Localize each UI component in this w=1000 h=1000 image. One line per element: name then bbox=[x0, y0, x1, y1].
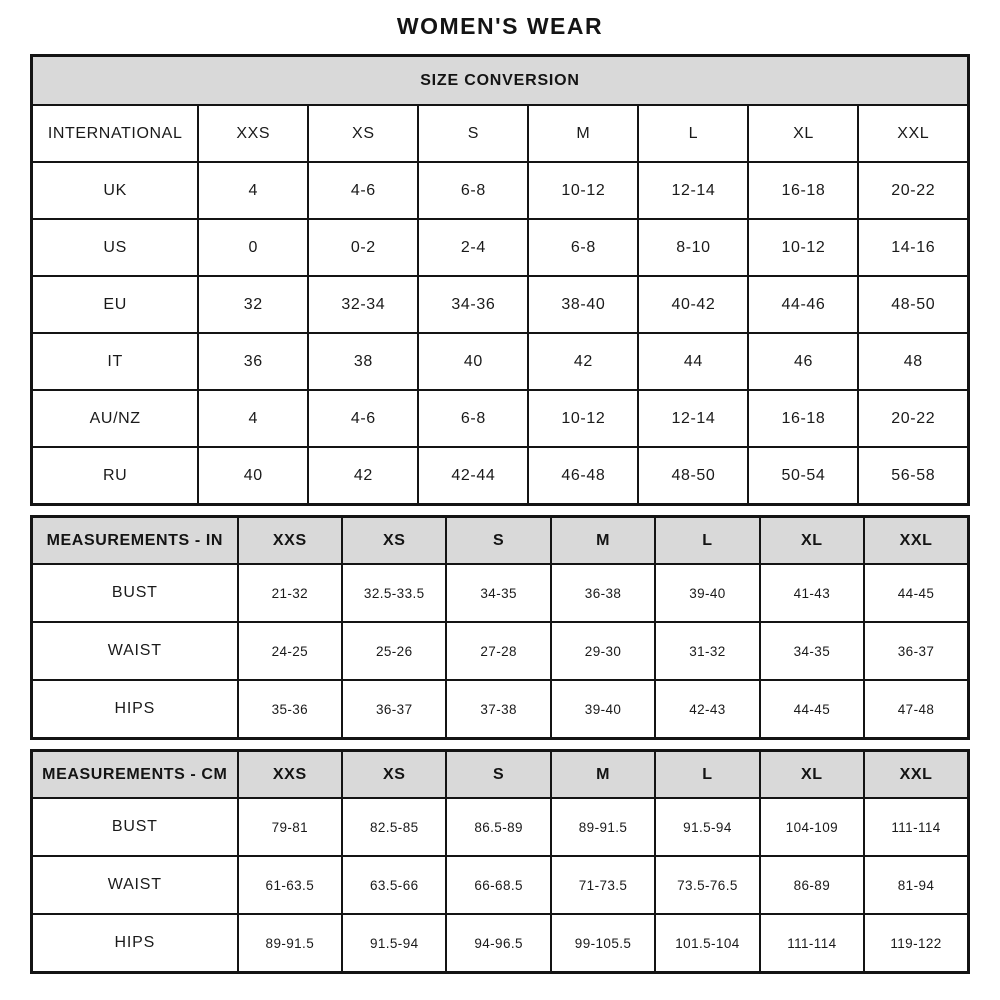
column-header-xl: XL bbox=[760, 751, 864, 799]
column-header-l: L bbox=[655, 517, 759, 565]
column-header-xxl: XXL bbox=[864, 517, 968, 565]
cell: 89-91.5 bbox=[238, 914, 342, 973]
cell: 44-45 bbox=[864, 564, 968, 622]
measurements-in-table bbox=[30, 515, 970, 740]
cell: 47-48 bbox=[864, 680, 968, 739]
cell: 32-34 bbox=[308, 276, 418, 333]
table-row-it bbox=[32, 333, 969, 390]
table-row-waist-in bbox=[32, 622, 969, 680]
cell: 4-6 bbox=[308, 162, 418, 219]
cell: 71-73.5 bbox=[551, 856, 655, 914]
cell: 46-48 bbox=[528, 447, 638, 505]
cell: 48-50 bbox=[638, 447, 748, 505]
column-header-xxs: XXS bbox=[238, 517, 342, 565]
size-conversion-banner-row bbox=[32, 56, 969, 106]
cell: 31-32 bbox=[655, 622, 759, 680]
cell: 16-18 bbox=[748, 390, 858, 447]
measurements-cm-title: MEASUREMENTS - CM bbox=[32, 751, 238, 799]
cell: 48-50 bbox=[858, 276, 968, 333]
cell: 99-105.5 bbox=[551, 914, 655, 973]
page-title: WOMEN'S WEAR bbox=[396, 13, 604, 39]
column-header-m: M bbox=[528, 105, 638, 162]
column-header-l: L bbox=[655, 751, 759, 799]
cell: 10-12 bbox=[748, 219, 858, 276]
column-header-s: S bbox=[446, 517, 550, 565]
cell: 46 bbox=[748, 333, 858, 390]
cell: 56-58 bbox=[858, 447, 968, 505]
table-row-uk bbox=[32, 162, 969, 219]
cell: 20-22 bbox=[858, 162, 968, 219]
cell: 42-44 bbox=[418, 447, 528, 505]
cell: 42-43 bbox=[655, 680, 759, 739]
cell: 50-54 bbox=[748, 447, 858, 505]
cell: 104-109 bbox=[760, 798, 864, 856]
cell: 79-81 bbox=[238, 798, 342, 856]
column-header-xl: XL bbox=[760, 517, 864, 565]
row-label: BUST bbox=[32, 564, 238, 622]
column-header-l: L bbox=[638, 105, 748, 162]
cell: 32 bbox=[198, 276, 308, 333]
cell: 29-30 bbox=[551, 622, 655, 680]
column-header-s: S bbox=[418, 105, 528, 162]
row-label: HIPS bbox=[32, 680, 238, 739]
size-conversion-banner: SIZE CONVERSION bbox=[32, 56, 969, 106]
cell: 4 bbox=[198, 390, 308, 447]
row-label: WAIST bbox=[32, 856, 238, 914]
cell: 12-14 bbox=[638, 162, 748, 219]
cell: 25-26 bbox=[342, 622, 446, 680]
cell: 42 bbox=[528, 333, 638, 390]
cell: 4 bbox=[198, 162, 308, 219]
cell: 82.5-85 bbox=[342, 798, 446, 856]
table-row-eu bbox=[32, 276, 969, 333]
size-conversion-header-row bbox=[32, 105, 969, 162]
column-header-xxl: XXL bbox=[858, 105, 968, 162]
cell: 6-8 bbox=[418, 162, 528, 219]
cell: 42 bbox=[308, 447, 418, 505]
column-header-xxs: XXS bbox=[238, 751, 342, 799]
cell: 0 bbox=[198, 219, 308, 276]
cell: 86.5-89 bbox=[446, 798, 550, 856]
table-row-bust-cm bbox=[32, 798, 969, 856]
measurements-in-title: MEASUREMENTS - IN bbox=[32, 517, 238, 565]
measurements-in-header-row bbox=[32, 517, 969, 565]
row-label: RU bbox=[32, 447, 199, 505]
table-row-hips-in bbox=[32, 680, 969, 739]
cell: 32.5-33.5 bbox=[342, 564, 446, 622]
cell: 89-91.5 bbox=[551, 798, 655, 856]
column-header-m: M bbox=[551, 751, 655, 799]
cell: 40 bbox=[418, 333, 528, 390]
cell: 37-38 bbox=[446, 680, 550, 739]
column-header-s: S bbox=[446, 751, 550, 799]
cell: 81-94 bbox=[864, 856, 968, 914]
cell: 63.5-66 bbox=[342, 856, 446, 914]
cell: 86-89 bbox=[760, 856, 864, 914]
cell: 44-46 bbox=[748, 276, 858, 333]
cell: 27-28 bbox=[446, 622, 550, 680]
cell: 41-43 bbox=[760, 564, 864, 622]
row-label: UK bbox=[32, 162, 199, 219]
cell: 91.5-94 bbox=[342, 914, 446, 973]
row-label: IT bbox=[32, 333, 199, 390]
cell: 4-6 bbox=[308, 390, 418, 447]
cell: 34-35 bbox=[760, 622, 864, 680]
table-row-waist-cm bbox=[32, 856, 969, 914]
cell: 12-14 bbox=[638, 390, 748, 447]
cell: 10-12 bbox=[528, 390, 638, 447]
cell: 44-45 bbox=[760, 680, 864, 739]
table-row-bust-in bbox=[32, 564, 969, 622]
cell: 44 bbox=[638, 333, 748, 390]
cell: 40 bbox=[198, 447, 308, 505]
row-label: AU/NZ bbox=[32, 390, 199, 447]
cell: 39-40 bbox=[655, 564, 759, 622]
cell: 34-35 bbox=[446, 564, 550, 622]
cell: 14-16 bbox=[858, 219, 968, 276]
row-label: WAIST bbox=[32, 622, 238, 680]
cell: 0-2 bbox=[308, 219, 418, 276]
row-label: US bbox=[32, 219, 199, 276]
cell: 8-10 bbox=[638, 219, 748, 276]
cell: 94-96.5 bbox=[446, 914, 550, 973]
column-header-m: M bbox=[551, 517, 655, 565]
cell: 119-122 bbox=[864, 914, 968, 973]
cell: 2-4 bbox=[418, 219, 528, 276]
cell: 16-18 bbox=[748, 162, 858, 219]
column-header-xxl: XXL bbox=[864, 751, 968, 799]
measurements-cm-table bbox=[30, 749, 970, 974]
cell: 36 bbox=[198, 333, 308, 390]
cell: 38-40 bbox=[528, 276, 638, 333]
cell: 40-42 bbox=[638, 276, 748, 333]
cell: 36-37 bbox=[864, 622, 968, 680]
row-label: EU bbox=[32, 276, 199, 333]
cell: 61-63.5 bbox=[238, 856, 342, 914]
cell: 91.5-94 bbox=[655, 798, 759, 856]
cell: 111-114 bbox=[760, 914, 864, 973]
cell: 10-12 bbox=[528, 162, 638, 219]
row-label: BUST bbox=[32, 798, 238, 856]
cell: 24-25 bbox=[238, 622, 342, 680]
table-row-hips-cm bbox=[32, 914, 969, 973]
cell: 101.5-104 bbox=[655, 914, 759, 973]
cell: 20-22 bbox=[858, 390, 968, 447]
column-header-xxs: XXS bbox=[198, 105, 308, 162]
cell: 21-32 bbox=[238, 564, 342, 622]
cell: 36-37 bbox=[342, 680, 446, 739]
cell: 34-36 bbox=[418, 276, 528, 333]
cell: 38 bbox=[308, 333, 418, 390]
column-header-xs: XS bbox=[308, 105, 418, 162]
table-row-us bbox=[32, 219, 969, 276]
column-header-international: INTERNATIONAL bbox=[32, 105, 199, 162]
cell: 39-40 bbox=[551, 680, 655, 739]
column-header-xs: XS bbox=[342, 517, 446, 565]
cell: 6-8 bbox=[418, 390, 528, 447]
column-header-xs: XS bbox=[342, 751, 446, 799]
cell: 111-114 bbox=[864, 798, 968, 856]
measurements-cm-header-row bbox=[32, 751, 969, 799]
column-header-xl: XL bbox=[748, 105, 858, 162]
table-row-ru bbox=[32, 447, 969, 505]
cell: 6-8 bbox=[528, 219, 638, 276]
size-conversion-table bbox=[30, 54, 970, 506]
row-label: HIPS bbox=[32, 914, 238, 973]
cell: 48 bbox=[858, 333, 968, 390]
cell: 73.5-76.5 bbox=[655, 856, 759, 914]
cell: 66-68.5 bbox=[446, 856, 550, 914]
cell: 35-36 bbox=[238, 680, 342, 739]
cell: 36-38 bbox=[551, 564, 655, 622]
table-row-aunz bbox=[32, 390, 969, 447]
